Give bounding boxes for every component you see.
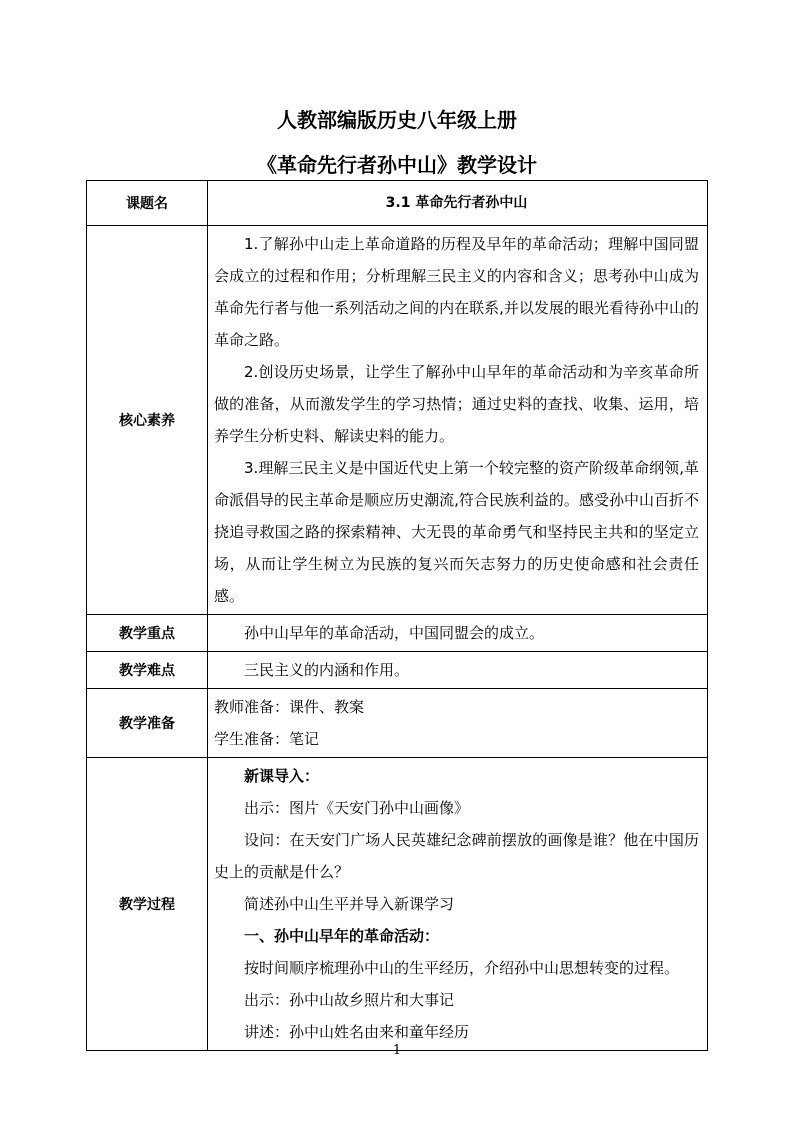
process-line: 按时间顺序梳理孙中山的生平经历，介绍孙中山思想转变的过程。 [244, 959, 680, 977]
key-point-text: 孙中山早年的革命活动，中国同盟会的成立。 [244, 624, 545, 642]
process-line: 讲述：孙中山姓名由来和童年经历 [244, 1023, 470, 1041]
difficulty-label: 教学难点 [87, 652, 208, 689]
section-heading: 一、孙中山早年的革命活动： [244, 927, 440, 945]
core-literacy-paragraph: 3.理解三民主义是中国近代史上第一个较完整的资产阶级革命纲领,革命派倡导的民主革命是顺应历史潮流,符合民族利益的。感受孙中山百折不挠追寻救国之路的探索精神、大无畏的革命勇气和坚持民主共和的坚定立场，从而让学生树立为民族的复兴而矢志努力的历史使命感和社会责任感。 [214, 459, 699, 605]
difficulty-row [87, 652, 708, 689]
core-literacy-paragraph: 1.了解孙中山走上革命道路的历程及早年的革命活动；理解中国同盟会成立的过程和作用；分析理解三民主义的内容和含义；思考孙中山成为革命先行者与他一系列活动之间的内在联系,并以发展的眼光看待孙中山的革命之路。 [214, 235, 699, 349]
topic-label: 课题名 [87, 181, 208, 226]
preparation-content [208, 689, 708, 758]
preparation-row [87, 689, 708, 758]
core-literacy-paragraph: 2.创设历史场景，让学生了解孙中山早年的革命活动和为辛亥革命所做的准备，从而激发学生的学习热情；通过史料的查找、收集、运用，培养学生分析史料、解读史料的能力。 [214, 363, 699, 445]
key-point-content [208, 615, 708, 652]
process-row [87, 758, 708, 1051]
difficulty-content [208, 652, 708, 689]
document-title: 人教部编版历史八年级上册 [277, 108, 517, 132]
process-label: 教学过程 [87, 758, 208, 1051]
difficulty-text: 三民主义的内涵和作用。 [244, 661, 410, 679]
key-point-label: 教学重点 [87, 615, 208, 652]
lesson-plan-table [86, 180, 708, 1051]
process-line: 出示：图片《天安门孙中山画像》 [244, 799, 470, 817]
topic-row [87, 181, 708, 226]
key-point-row [87, 615, 708, 652]
document-subtitle: 《革命先行者孙中山》教学设计 [257, 153, 537, 177]
process-line: 设问：在天安门广场人民英雄纪念碑前摆放的画像是谁？他在中国历史上的贡献是什么？ [214, 831, 699, 881]
teacher-preparation: 教师准备：课件、教案 [214, 698, 365, 716]
page-number: 1 [392, 1043, 402, 1058]
intro-heading: 新课导入： [244, 767, 320, 785]
core-literacy-row [87, 226, 708, 615]
process-line: 简述孙中山生平并导入新课学习 [244, 895, 455, 913]
preparation-label: 教学准备 [87, 689, 208, 758]
topic-value: 3.1 革命先行者孙中山 [208, 181, 708, 226]
core-literacy-content [208, 226, 708, 615]
process-content [208, 758, 708, 1051]
core-literacy-label: 核心素养 [87, 226, 208, 615]
student-preparation: 学生准备：笔记 [214, 730, 320, 748]
process-line: 出示：孙中山故乡照片和大事记 [244, 991, 455, 1009]
